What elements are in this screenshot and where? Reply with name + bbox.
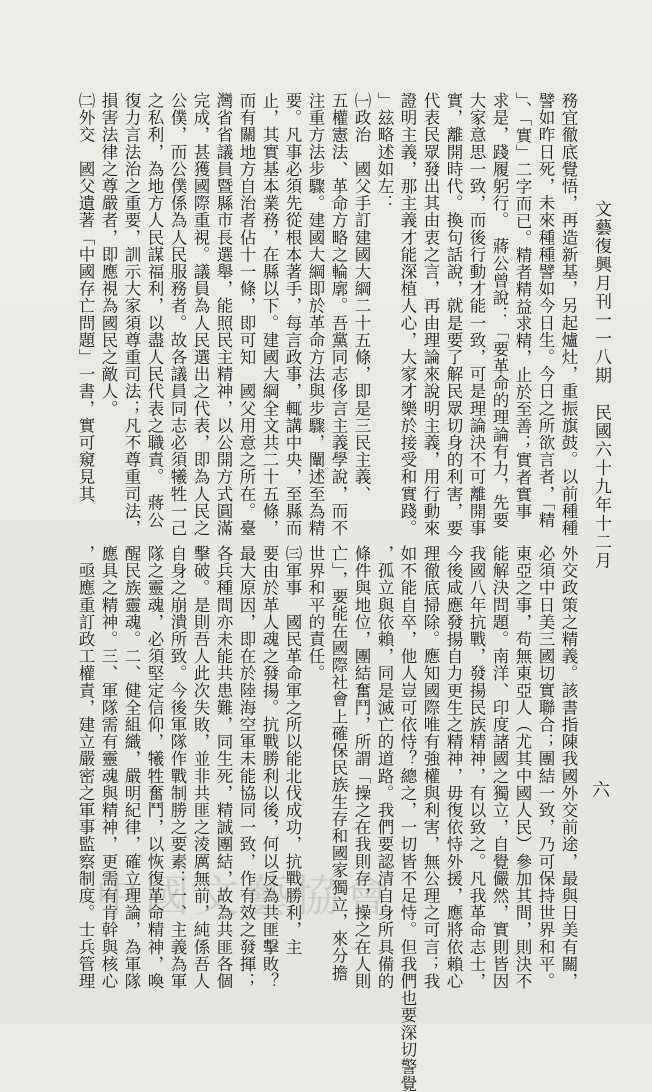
text-line: 外交政策之精義。該書指陳我國外交前途，最與日美有關，	[559, 545, 578, 990]
text-line: 注重方法步驟。建國大綱即於革命方法與步驟，闡述至為精	[306, 92, 325, 537]
text-line: 理徹底掃除。應知國際唯有強權與利害，無公理之可言；我	[421, 545, 440, 990]
text-line: 損害法律之尊嚴者，即應視為國民之敵人。	[99, 92, 118, 417]
running-header: 文藝復興月刊一一八期 民國六十九年十二月	[591, 200, 611, 570]
upper-text-column	[70, 92, 578, 537]
text-line: 復力言法治之重要，訓示大家須尊重司法；凡不尊重司法，	[122, 92, 141, 537]
section-heading-diplomacy: ㈡外交 國父遺著「中國存亡問題」一書，實可窺見其	[76, 92, 95, 503]
text-line: 止，其實基本業務，在縣以下。建國大綱全文共二十五條，	[260, 92, 279, 537]
text-line: 如不能自卒，他人豈可依恃？總之，一切皆不足恃。但我們也要深切警覺	[398, 545, 417, 1092]
text-line: ，亟應重訂政工權責，建立嚴密之軍事監察制度。士兵管理	[76, 545, 95, 990]
text-line: 」、「實」二字而已。精者精益求精，止於至善；實者實事	[513, 92, 532, 521]
text-line: 務宜徹底覺悟，再造新基，另起爐灶，重振旗鼓。以前種種	[559, 92, 578, 537]
text-line: 擊破。是則吾人此次失敗，並非共匪之淩厲無前，純係吾人	[191, 545, 210, 990]
section-heading-politics: ㈠政治 國父手訂建國大綱二十五條，即是三民主義、	[352, 92, 371, 503]
text-line: 灣省省議員暨縣市長選舉，能照民主精神，以公開方式圓滿	[214, 92, 233, 537]
text-line: 東亞之事，苟無東亞人（尤其中國人民）參加其間，則決不	[513, 545, 532, 990]
text-line: 求是，踐履躬行。 蔣公曾說：「要革命的理論有力，先要	[490, 92, 509, 529]
text-line: 應具之精神。三、軍隊需有靈魂與精神，更需有肯幹與核心	[99, 545, 118, 990]
text-line: 證明主義，那主義才能深植人心，大家才樂於接受和實踐。	[398, 92, 417, 537]
text-line: 代表民眾發出其由衷之言，再由理論來說明主義，用行動來	[421, 92, 440, 537]
text-line: 自身之崩潰所致。今後軍隊作戰制勝之要素：一、主義為軍	[168, 545, 187, 990]
text-line: 最大原因，即在於陸海空軍未能協同一致，作有效之發揮；	[237, 545, 256, 990]
text-line: 要由於革人魂之發揚。抗戰勝利以後，何以反為共匪擊敗？	[260, 545, 279, 990]
text-line: ，孤立與依賴，同是滅亡的道路。我們要認清自身所具備的	[375, 545, 394, 990]
text-line: 醒民族靈魂。二、健全組織，嚴明紀律，確立理論，為軍隊	[122, 545, 141, 990]
text-line: 能解決問題。南洋、印度諸國之獨立，自覺儼然，實則皆因	[490, 545, 509, 990]
text-line: 實，離開時代。換句話說，就是要了解民眾切身的利害，要	[444, 92, 463, 537]
text-line: 條件與地位，團結奮鬥，所謂「操之在我則存，操之在人則	[352, 545, 371, 990]
section-heading-military: ㈢軍事 國民革命軍之所以能北伐成功，抗戰勝利，主	[283, 545, 302, 956]
text-line: 隊之靈魂，必須堅定信仰，犧牲奮鬥，以恢復革命精神，喚	[145, 545, 164, 990]
text-line: 今後咸應發揚自力更生之精神，毋復依恃外援，應將依賴心	[444, 545, 463, 990]
text-line: 世界和平的責任。	[306, 545, 325, 682]
text-line: 五權憲法、革命方略之輪廓。吾黨同志侈言主義學說，而不	[329, 92, 348, 537]
text-line: 要。凡事必須先從根本著手，每言政事，輒講中央，至縣而	[283, 92, 302, 537]
archive-watermark: 中國文藝協會	[95, 871, 395, 922]
page-number: 六	[589, 780, 610, 798]
text-line: 我國八年抗戰，發揚民族精神，有以致之。凡我革命志士，	[467, 545, 486, 990]
text-line: 譬如昨日死，未來種種譬如今日生。今日之所欲言者，「精	[536, 92, 555, 529]
text-line: 亡」，要能在國際社會上確保民族生存和國家獨立，來分擔	[329, 545, 348, 982]
text-line: 必須中日美三國切實聯合；團結一致，乃可保持世界和平。	[536, 545, 555, 990]
text-line: 公僕，而公僕係為人民服務者。故各議員同志必須犧牲一己	[168, 92, 187, 537]
text-line: 各兵種間亦未能共患難，同生死，精誠團結，故為共匪各個	[214, 545, 233, 990]
text-line: 大家意思一致，而後行動才能一致，可是理論決不可離開事	[467, 92, 486, 537]
text-line: 而有關地方自治者佔十一條，即可知 國父用意之所在。臺	[237, 92, 256, 537]
text-line: 」玆略述如左：	[375, 92, 394, 212]
text-line: 完成，甚獲國際重視。議員為人民選出之代表，即為人民之	[191, 92, 210, 537]
text-line: 之私利，為地方人民謀福利，以盡人民代表之職責。 蔣公	[145, 92, 164, 529]
